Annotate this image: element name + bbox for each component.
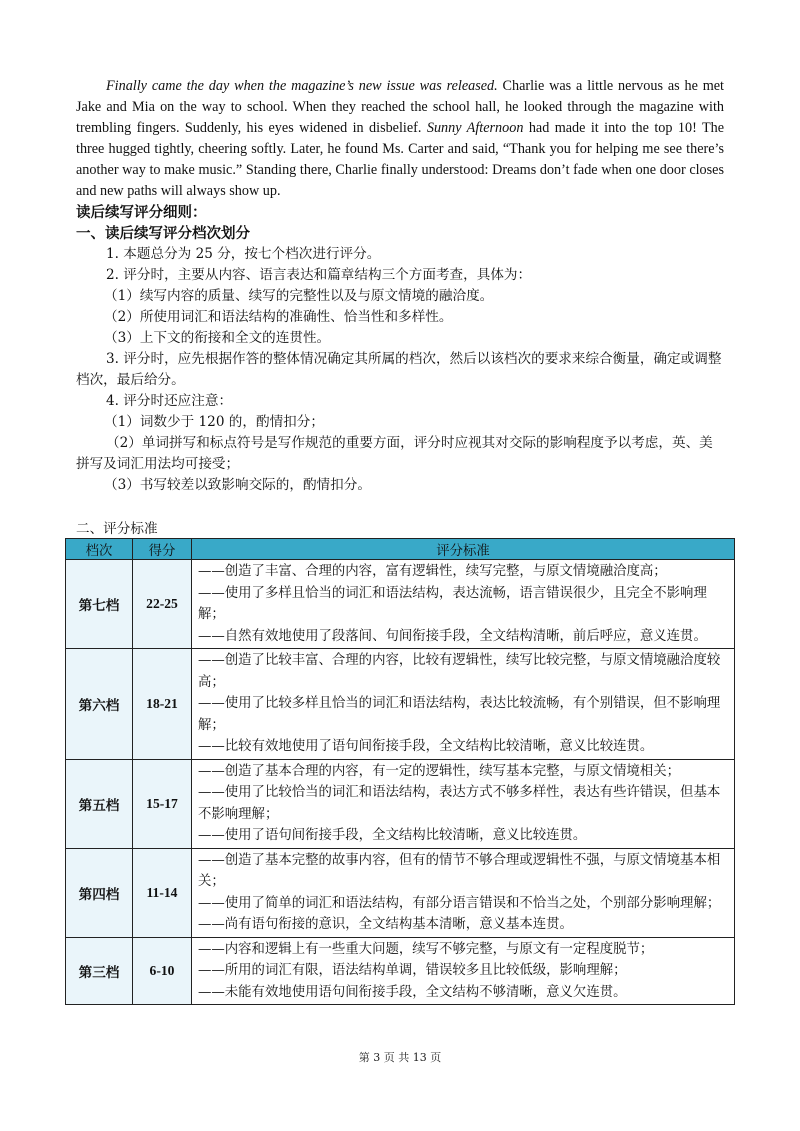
- header-criteria: 评分标准: [192, 539, 735, 560]
- criteria-item: ——自然有效地使用了段落间、句间衔接手段，全文结构清晰，前后呼应，意义连贯。: [198, 628, 707, 644]
- rule-2-item-3: （3）上下文的衔接和全文的连贯性。: [104, 330, 331, 346]
- rule-2-item-1: （1）续写内容的质量、续写的完整性以及与原文情境的融洽度。: [104, 288, 494, 304]
- level-cell: 第四档: [66, 848, 133, 937]
- rule-2: 2. 评分时，主要从内容、语言表达和篇章结构三个方面考查，具体为：: [106, 267, 532, 283]
- table-row: [66, 560, 735, 649]
- criteria-cell: [192, 848, 735, 937]
- criteria-item: ——使用了比较多样且恰当的词汇和语法结构，表达比较流畅，有个别错误，但不影响理解；: [198, 696, 721, 733]
- criteria-item: ——比较有效地使用了语句间衔接手段，全文结构比较清晰，意义比较连贯。: [198, 739, 654, 754]
- score-cell: 18-21: [133, 649, 192, 760]
- criteria-item: ——创造了丰富、合理的内容，富有逻辑性，续写完整，与原文情境融洽度高；: [198, 564, 667, 579]
- criteria-item: ——使用了多样且恰当的词汇和语法结构，表达流畅，语言错误很少，且完全不影响理解；: [198, 585, 707, 622]
- criteria-item: ——创造了比较丰富、合理的内容，比较有逻辑性，续写比较完整，与原文情境融洽度较高；: [198, 653, 721, 690]
- table-row: [66, 937, 735, 1005]
- criteria-item: ——使用了比较恰当的词汇和语法结构，表达方式不够多样性，表达有些许错误，但基本不影响理解；: [198, 785, 721, 822]
- criteria-cell: [192, 759, 735, 848]
- header-score: 得分: [133, 539, 192, 560]
- level-cell: 第五档: [66, 759, 133, 848]
- rule-2-item-2: （2）所使用词汇和语法结构的准确性、恰当性和多样性。: [104, 309, 453, 325]
- score-cell: 11-14: [133, 848, 192, 937]
- rule-4-item-2: （2）单词拼写和标点符号是写作规范的重要方面，评分时应视其对交际的影响程度予以考虑，英、美拼写及词汇用法均可接受；: [76, 435, 713, 472]
- table-row: [66, 848, 735, 937]
- score-cell: 6-10: [133, 937, 192, 1005]
- story-italic-lead: Finally came the day when the magazine’s new issue was released.: [106, 78, 498, 94]
- rule-4: 4. 评分时还应注意：: [106, 393, 233, 409]
- section1-heading: 一、读后续写评分档次划分: [76, 225, 250, 242]
- table-row: [66, 759, 735, 848]
- level-cell: 第七档: [66, 560, 133, 649]
- criteria-item: ——创造了基本合理的内容，有一定的逻辑性，续写基本完整，与原文情境相关；: [198, 763, 681, 779]
- criteria-item: ——使用了简单的词汇和语法结构，有部分语言错误和不恰当之处，个别部分影响理解；: [198, 895, 721, 911]
- scoring-table: [65, 538, 735, 1005]
- criteria-item: ——创造了基本完整的故事内容，但有的情节不够合理或逻辑性不强，与原文情境基本相关；: [198, 852, 721, 889]
- criteria-cell: [192, 649, 735, 760]
- document-page: [76, 76, 724, 1005]
- story-song-title: Sunny Afternoon: [426, 120, 524, 136]
- header-level: 档次: [66, 539, 133, 560]
- rubric-title: 读后续写评分细则：: [76, 204, 207, 221]
- criteria-cell: [192, 937, 735, 1005]
- criteria-item: ——内容和逻辑上有一些重大问题，续写不够完整，与原文有一定程度脱节；: [198, 941, 654, 957]
- criteria-item: ——使用了语句间衔接手段，全文结构比较清晰，意义比较连贯。: [198, 828, 587, 843]
- criteria-item: ——所用的词汇有限，语法结构单调，错误较多且比较低级，影响理解；: [198, 963, 627, 978]
- level-cell: 第三档: [66, 937, 133, 1005]
- table-header-row: [66, 539, 735, 560]
- rule-3: 3. 评分时，应先根据作答的整体情况确定其所属的档次，然后以该档次的要求来综合衡量，确定或调整档次，最后给分。: [76, 351, 722, 388]
- criteria-item: ——未能有效地使用语句间衔接手段，全文结构不够清晰，意义欠连贯。: [198, 984, 627, 1000]
- level-cell: 第六档: [66, 649, 133, 760]
- rule-4-item-1: （1）词数少于 120 的，酌情扣分；: [104, 414, 324, 430]
- criteria-cell: [192, 560, 735, 649]
- story-paragraph: [76, 76, 724, 202]
- rule-4-item-3: （3）书写较差以致影响交际的，酌情扣分。: [104, 477, 371, 493]
- rule-1: 1. 本题总分为 25 分，按七个档次进行评分。: [106, 246, 381, 262]
- story-text-part1: Charlie was a little nervous as he met Jake and Mia on the way to school. When they reached the school hall, he looked through the magazine with trembling fingers. Suddenly, his eyes widened in disbelief.: [76, 78, 724, 136]
- table-row: [66, 649, 735, 760]
- criteria-item: ——尚有语句衔接的意识，全文结构基本清晰，意义基本连贯。: [198, 917, 573, 932]
- score-cell: 22-25: [133, 560, 192, 649]
- page-footer: 第 3 页 共 13 页: [358, 1051, 442, 1064]
- story-text-part2: had made it into the top 10! The three hugged tightly, cheering softly. Later, he found Ms. Carter and said, “Thank you for helping me see there’s another way to make music.” Standing there, Charlie finally understood: Dreams don’t fade when one door closes and new paths will always show up.: [76, 120, 725, 199]
- section2-heading: 二、评分标准: [76, 521, 158, 537]
- score-cell: 15-17: [133, 759, 192, 848]
